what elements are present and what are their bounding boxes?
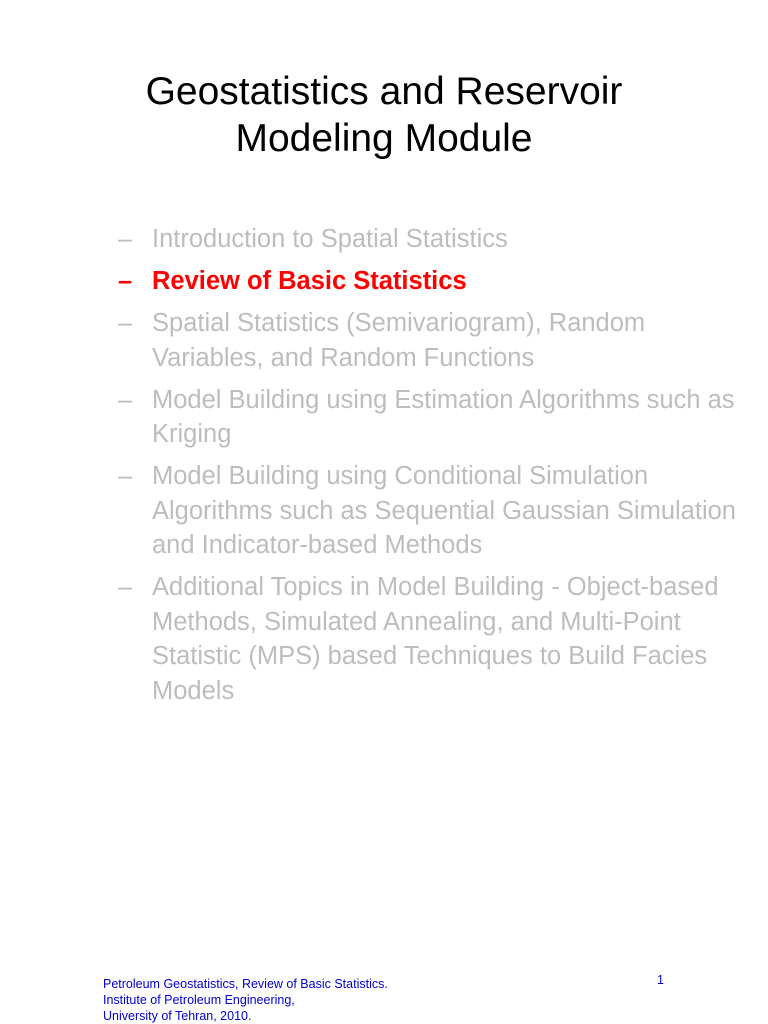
topic-item-spatial-statistics	[118, 306, 758, 375]
topic-item-basic-statistics	[118, 264, 758, 299]
topic-text: Model Building using Conditional Simulation Algorithms such as Sequential Gaussian Simulation and Indicator-based Methods	[152, 462, 736, 559]
topic-item-introduction	[118, 222, 758, 257]
topic-text: Review of Basic Statistics	[152, 267, 467, 295]
footer-citation	[103, 976, 388, 1024]
topic-dash: –	[118, 573, 133, 601]
slide-title-line-2: Modeling Module	[235, 117, 533, 160]
topic-text: Additional Topics in Model Building - Object-based Methods, Simulated Annealing, and Multi-Point Statistic (MPS) based Techniques to Build Facies Models	[152, 573, 719, 705]
topic-dash: –	[118, 462, 133, 490]
topic-item-additional-topics	[118, 570, 758, 708]
slide-title	[0, 68, 768, 162]
topic-dash: –	[118, 267, 133, 295]
topic-list	[118, 222, 758, 716]
footer-line-1: Petroleum Geostatistics, Review of Basic Statistics.	[103, 977, 388, 991]
footer-line-3: University of Tehran, 2010.	[103, 1009, 252, 1023]
topic-text: Introduction to Spatial Statistics	[152, 225, 508, 253]
topic-text: Model Building using Estimation Algorithms such as Kriging	[152, 385, 735, 448]
topic-text: Spatial Statistics (Semivariogram), Random Variables, and Random Functions	[152, 309, 646, 372]
topic-item-estimation-algorithms	[118, 383, 758, 452]
topic-item-conditional-simulation	[118, 459, 758, 563]
page-number: 1	[657, 973, 664, 987]
topic-dash: –	[118, 309, 133, 337]
footer-line-2: Institute of Petroleum Engineering,	[103, 993, 295, 1007]
topic-dash: –	[118, 385, 133, 414]
topic-dash: –	[118, 225, 133, 253]
slide-title-line-1: Geostatistics and Reservoir	[145, 70, 623, 113]
